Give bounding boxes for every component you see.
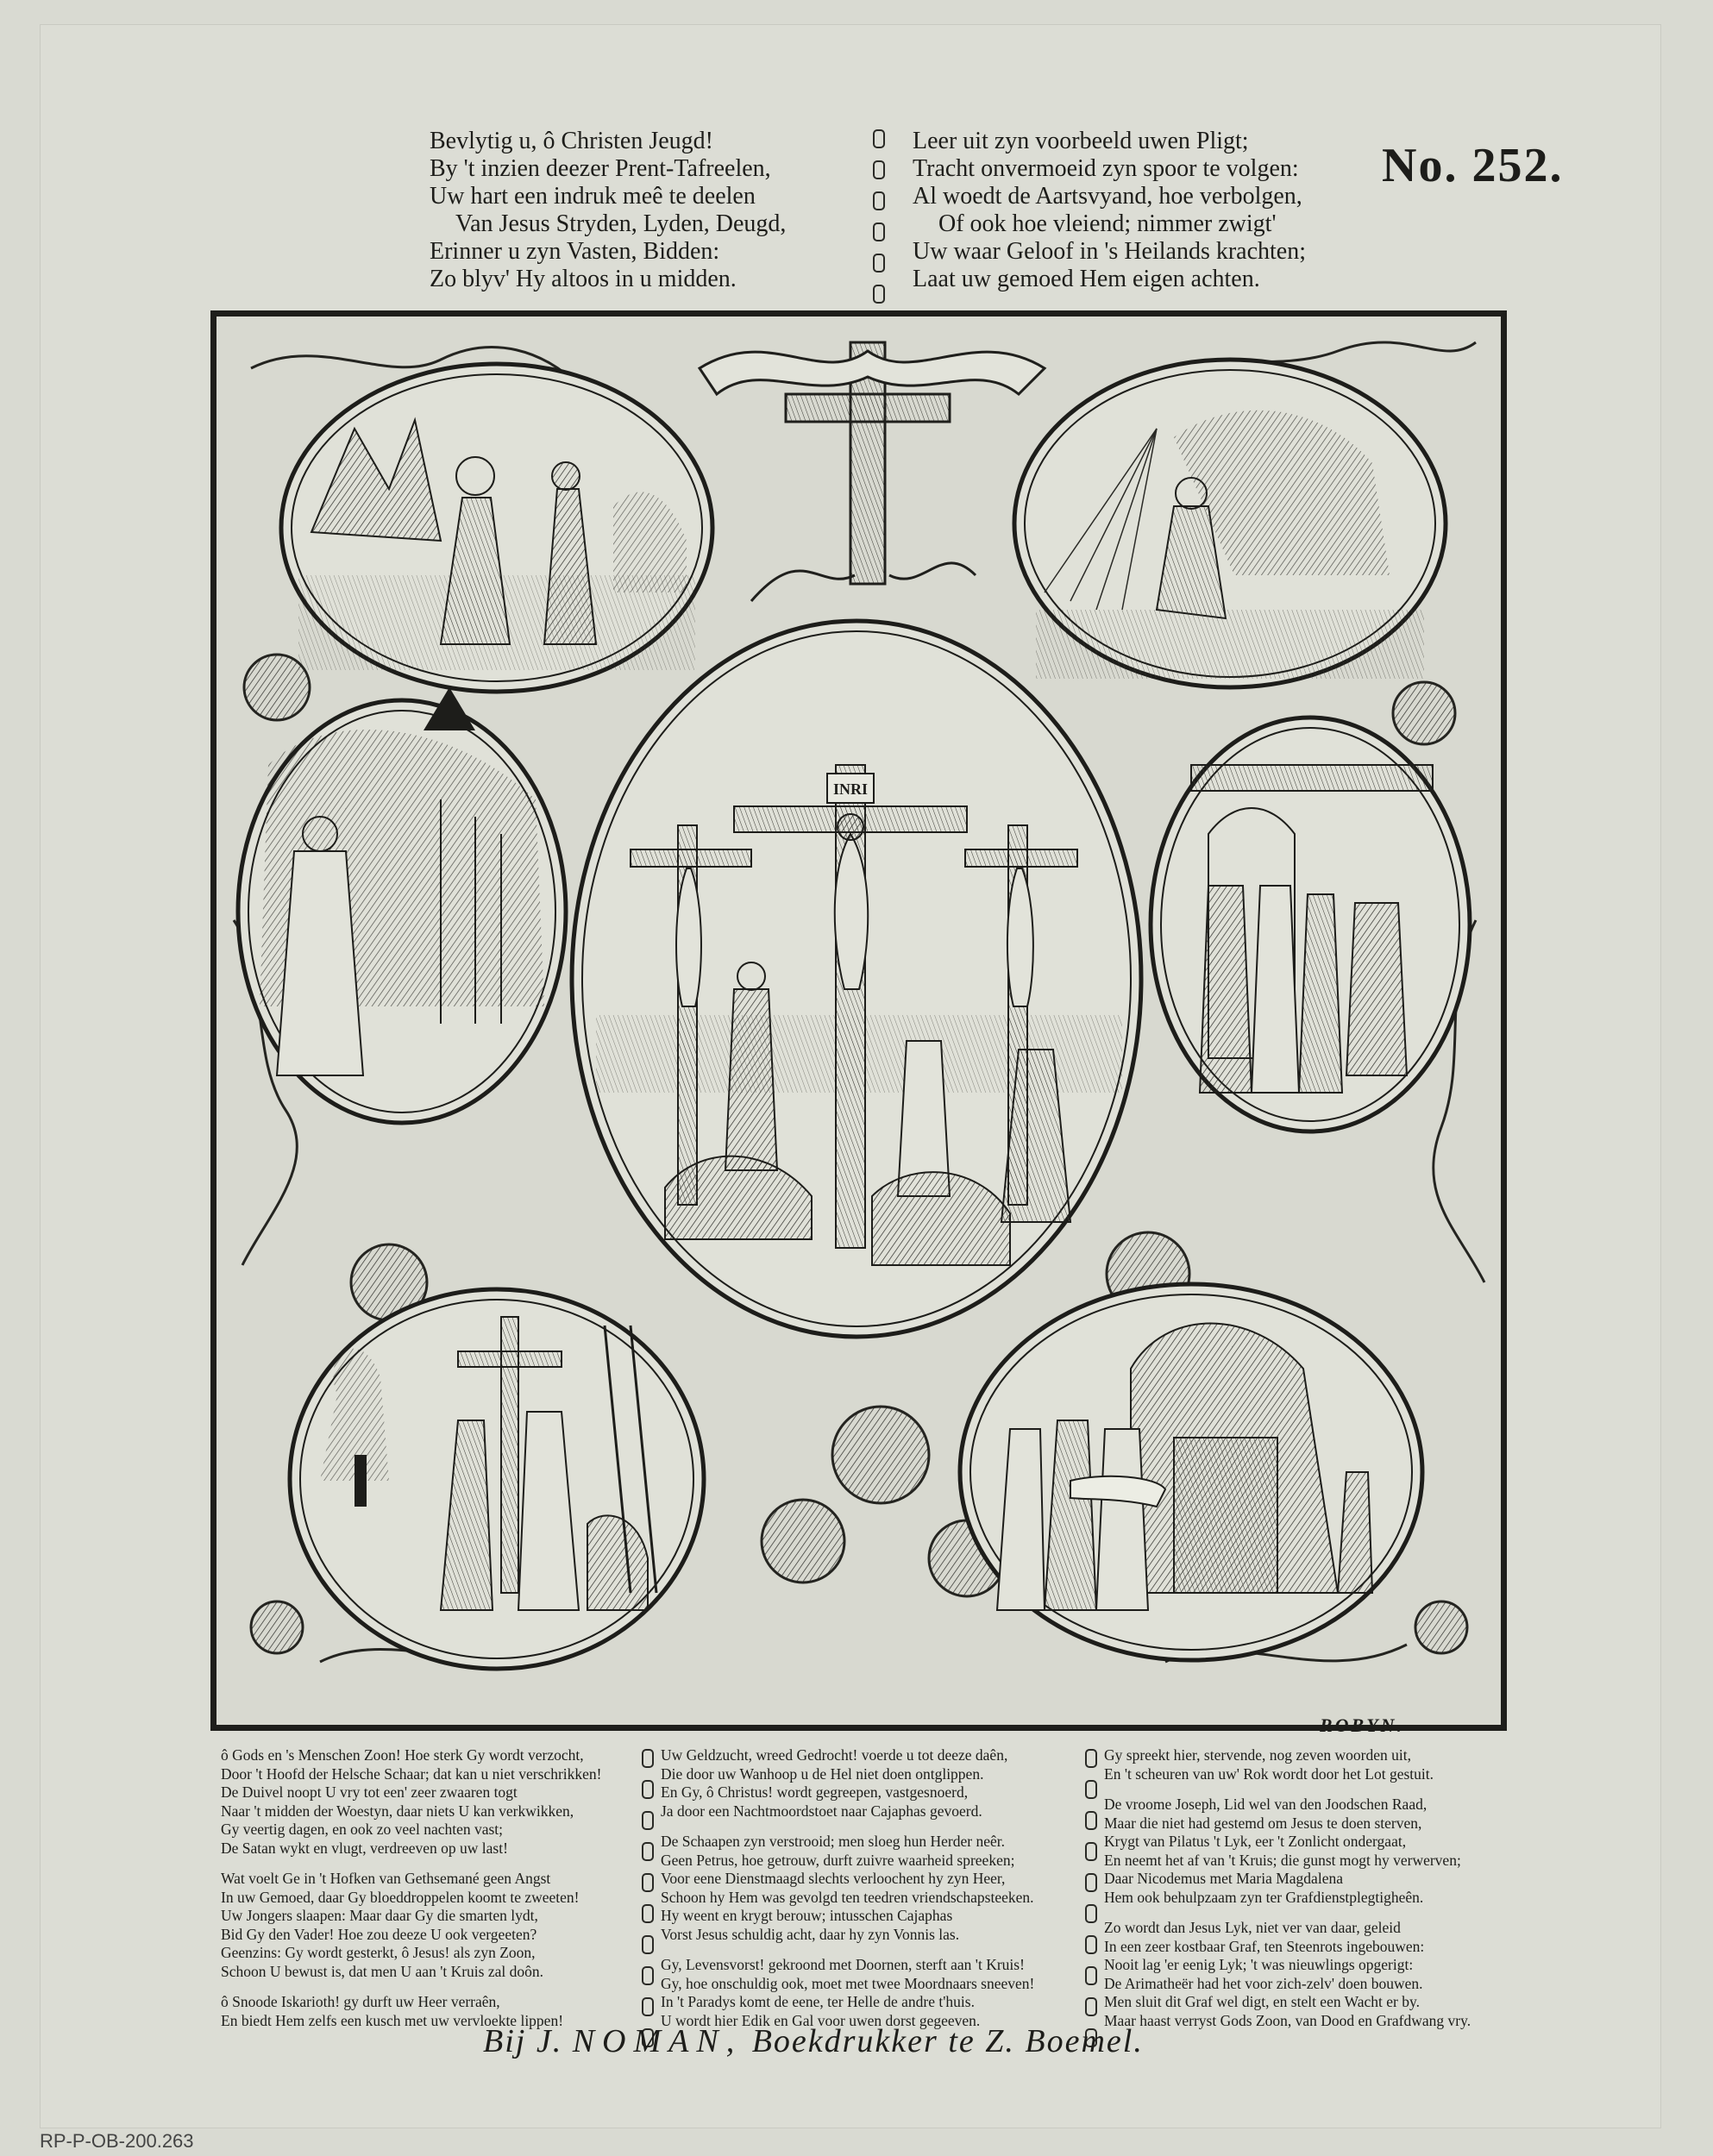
imprint-printer-name: NOMAN, bbox=[572, 2023, 743, 2059]
verse-line: Geenzins: Gy wordt gesterkt, ô Jesus! als zyn Zoon, bbox=[221, 1944, 536, 1961]
verse-stanza bbox=[1104, 1796, 1471, 1907]
verse-line: U wordt hier Edik en Gal voor uwen dorst gegeeven. bbox=[661, 2011, 981, 2029]
verse-line: Zo wordt dan Jesus Lyk, niet ver van daar, geleid bbox=[1104, 1919, 1401, 1936]
verse-line: ô Gods en 's Menschen Zoon! Hoe sterk Gy wordt verzocht, bbox=[221, 1746, 584, 1764]
imprint-suffix: Boekdrukker te Z. Boemel. bbox=[751, 2023, 1144, 2059]
imprint-prefix: Bij J. bbox=[483, 2023, 563, 2059]
printer-imprint bbox=[483, 2022, 1144, 2060]
verse-line: En 't scheuren van uw' Rok wordt door het Lot gestuit. bbox=[1104, 1764, 1434, 1783]
chain-divider-top bbox=[871, 129, 883, 316]
verse-line: Naar 't midden der Woestyn, daar niets U kan verkwikken, bbox=[221, 1802, 574, 1820]
chain-divider-bottom-right bbox=[1083, 1749, 1095, 2059]
verse-line: Gy spreekt hier, stervende, nog zeven woorden uit, bbox=[1104, 1746, 1411, 1764]
header-line: By 't inzien deezer Prent-Tafreelen, bbox=[430, 155, 771, 182]
catalog-number: RP-P-OB-200.263 bbox=[40, 2130, 194, 2152]
verse-line: Krygt van Pilatus 't Lyk, eer 't Zonlicht ondergaat, bbox=[1104, 1833, 1407, 1850]
verse-line: In een zeer kostbaar Graf, ten Steenrots ingebouwen: bbox=[1104, 1937, 1425, 1955]
header-line: Laat uw gemoed Hem eigen achten. bbox=[913, 266, 1260, 292]
verse-line: In uw Gemoed, daar Gy bloeddroppelen koomt te zweeten! bbox=[221, 1888, 580, 1906]
header-line: Zo blyv' Hy altoos in u midden. bbox=[430, 266, 737, 292]
verse-line: Ja door een Nachtmoordstoet naar Cajaphas gevoerd. bbox=[661, 1802, 982, 1820]
plate-number: No. 252. bbox=[1382, 139, 1564, 192]
header-line: Van Jesus Stryden, Lyden, Deugd, bbox=[455, 210, 787, 237]
verse-line: Maar haast verryst Gods Zoon, van Dood en Grafdwang vry. bbox=[1104, 2011, 1471, 2029]
inri-sign: INRI bbox=[832, 780, 869, 798]
verse-line: Gy, Levensvorst! gekroond met Doornen, sterft aan 't Kruis! bbox=[661, 1956, 1025, 1973]
verse-line: En Gy, ô Christus! wordt gegreepen, vastgesnoerd, bbox=[661, 1783, 969, 1801]
verse-line: Nooit lag 'er eenig Lyk; 't was nieuwlings opgerigt: bbox=[1104, 1956, 1414, 1973]
verse-line: Men sluit dit Graf wel digt, en stelt een Wacht er by. bbox=[1104, 1993, 1420, 2010]
medallion-crucifixion bbox=[572, 621, 1141, 1337]
header-line: Uw waar Geloof in 's Heilands krachten; bbox=[913, 238, 1307, 265]
medallion-gethsemane bbox=[1014, 360, 1446, 687]
header-line: Of ook hoe vleiend; nimmer zwigt' bbox=[938, 210, 1277, 237]
header-line: Uw hart een indruk meê te deelen bbox=[430, 183, 756, 210]
verse-line: De Duivel noopt U vry tot een' zeer zwaaren togt bbox=[221, 1783, 518, 1801]
verse-stanza bbox=[661, 1746, 1034, 1821]
verse-line: De Satan wykt en vlugt, verdreeven op uw last! bbox=[221, 1839, 508, 1857]
verse-line: Maar die niet had gestemd om Jesus te doen sterven, bbox=[1104, 1814, 1422, 1832]
verse-stanza bbox=[1104, 1746, 1471, 1783]
verse-line: Die door uw Wanhoop u de Hel niet doen ontglippen. bbox=[661, 1764, 984, 1783]
woodcut-illustration bbox=[216, 317, 1501, 1725]
verse-line: Gy veertig dagen, en ook zo veel nachten vast; bbox=[221, 1821, 504, 1838]
verse-stanza bbox=[661, 1956, 1034, 2030]
verse-column-2 bbox=[661, 1746, 1034, 2042]
verse-line: ô Snoode Iskarioth! gy durft uw Heer verraên, bbox=[221, 1993, 500, 2010]
verse-line: Uw Geldzucht, wreed Gedrocht! voerde u tot deeze daên, bbox=[661, 1746, 1008, 1764]
verse-line: Bid Gy den Vader! Hoe zou deeze U ook vergeeten? bbox=[221, 1925, 537, 1943]
medallion-entombment bbox=[960, 1284, 1422, 1660]
verse-stanza bbox=[1104, 1919, 1471, 2030]
verse-line: De vroome Joseph, Lid wel van den Joodschen Raad, bbox=[1104, 1796, 1428, 1813]
header-line: Al woedt de Aartsvyand, hoe verbolgen, bbox=[913, 183, 1302, 210]
verse-line: Vorst Jesus schuldig acht, daar hy zyn Vonnis las. bbox=[661, 1925, 960, 1943]
verse-line: Wat voelt Ge in 't Hofken van Gethsemané geen Angst bbox=[221, 1870, 551, 1887]
verse-line: Hy weent en krygt berouw; intusschen Cajaphas bbox=[661, 1907, 953, 1924]
verse-line: Door 't Hoofd der Helsche Schaar; dat kan u niet verschrikken! bbox=[221, 1764, 602, 1783]
header-line: Leer uit zyn voorbeeld uwen Pligt; bbox=[913, 128, 1249, 154]
verse-line: Daar Nicodemus met Maria Magdalena bbox=[1104, 1870, 1343, 1887]
header-verse-left bbox=[430, 128, 786, 293]
verse-line: Hem ook behulpzaam zyn ter Grafdienstplegtigheên. bbox=[1104, 1888, 1424, 1906]
verse-line: In 't Paradys komt de eene, ter Helle de andre t'huis. bbox=[661, 1993, 975, 2010]
verse-stanza bbox=[221, 1746, 601, 1858]
verse-column-1 bbox=[221, 1746, 601, 2042]
verse-line: De Arimatheër had het voor zich-zelv' doen bouwen. bbox=[1104, 1974, 1423, 1992]
chain-divider-bottom-left bbox=[640, 1749, 652, 2059]
medallion-deposition bbox=[290, 1289, 704, 1669]
woodcut-frame bbox=[210, 310, 1507, 1731]
verse-line: De Schaapen zyn verstrooid; men sloeg hun Herder neêr. bbox=[661, 1833, 1005, 1850]
verse-line: Schoon hy Hem was gevolgd ten teedren vriendschapsteeken. bbox=[661, 1888, 1034, 1906]
verse-line: En neemt het af van 't Kruis; die gunst mogt hy verwerven; bbox=[1104, 1851, 1461, 1869]
header-line: Bevlytig u, ô Christen Jeugd! bbox=[430, 128, 713, 154]
engraver-signature: ROBYN. bbox=[1320, 1714, 1405, 1736]
header-line: Tracht onvermoeid zyn spoor te volgen: bbox=[913, 155, 1299, 182]
verse-line: Schoon U bewust is, dat men U aan 't Kruis zal doôn. bbox=[221, 1962, 543, 1980]
verse-stanza bbox=[221, 1870, 601, 1981]
header-verse-right bbox=[913, 128, 1306, 293]
medallion-denial bbox=[1151, 718, 1470, 1131]
verse-line: Geen Petrus, hoe getrouw, durft zuivre waarheid spreeken; bbox=[661, 1851, 1015, 1869]
verse-line: Voor eene Dienstmaagd slechts verloochent hy zyn Heer, bbox=[661, 1870, 1006, 1887]
verse-line: Gy, hoe onschuldig ook, moet met twee Moordnaars sneeven! bbox=[661, 1974, 1035, 1992]
verse-stanza bbox=[661, 1833, 1034, 1944]
verse-line: Uw Jongers slaapen: Maar daar Gy die smarten lydt, bbox=[221, 1907, 538, 1924]
header-line: Erinner u zyn Vasten, Bidden: bbox=[430, 238, 720, 265]
verse-column-3 bbox=[1104, 1746, 1471, 2042]
verse-line: En biedt Hem zelfs een kusch met uw vervloekte lippen! bbox=[221, 2011, 564, 2029]
medallion-temptation bbox=[281, 364, 712, 692]
